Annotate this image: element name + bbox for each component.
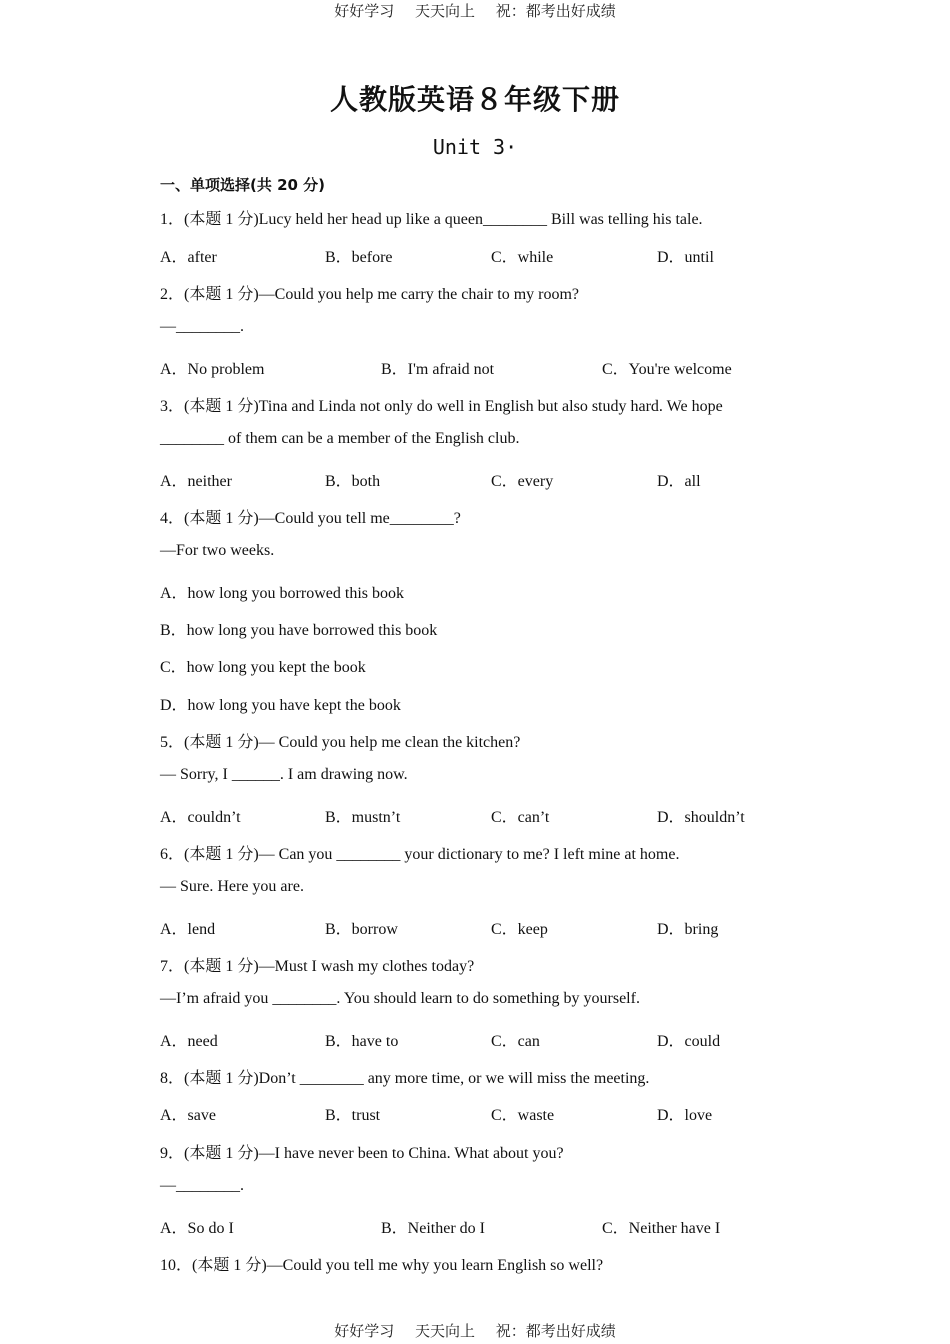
q8-option-a: A．save [160, 1107, 216, 1124]
q7-option-c: C．can [491, 1033, 540, 1050]
q9-option-a: A．So do I [160, 1220, 234, 1237]
footer-middle: 天天向上 [414, 1322, 475, 1340]
q8-option-d: D．love [657, 1107, 713, 1124]
q4-option-d: D．how long you have kept the book [160, 697, 401, 714]
header-right: 祝：都考出好成绩 [495, 2, 616, 20]
document-title: 人教版英语８年级下册 [329, 83, 620, 116]
q3-option-a: A．neither [160, 473, 232, 490]
footer-right: 祝：都考出好成绩 [495, 1322, 616, 1340]
question-2-stem: 2．(本题 1 分)—Could you help me carry the chair to my room? [160, 286, 580, 303]
question-9-stem: 9．(本题 1 分)—I have never been to China. What about you? [160, 1145, 564, 1162]
q5-option-c: C．can’t [491, 809, 550, 826]
q3-option-b: B．both [325, 473, 381, 490]
question-3-stem: 3．(本题 1 分)Tina and Linda not only do well in English but also study hard. We hope [160, 398, 723, 415]
q9-option-c: C．Neither have I [602, 1220, 721, 1237]
question-9-line2: —________. [160, 1177, 244, 1194]
q5-option-b: B．mustn’t [325, 809, 401, 826]
q5-option-a: A．couldn’t [160, 809, 241, 826]
question-5-stem: 5．(本题 1 分)— Could you help me clean the kitchen? [160, 734, 521, 751]
header-left: 好好学习 [334, 2, 395, 20]
q7-option-b: B．have to [325, 1033, 399, 1050]
header-middle: 天天向上 [414, 2, 475, 20]
question-8-stem: 8．(本题 1 分)Don’t ________ any more time, or we will miss the meeting. [160, 1070, 650, 1087]
q1-option-c: C．while [491, 249, 554, 266]
q7-option-d: D．could [657, 1033, 721, 1050]
q3-option-d: D．all [657, 473, 701, 490]
question-3-line2: ________ of them can be a member of the English club. [160, 430, 520, 447]
q1-option-a: A．after [160, 249, 217, 266]
page-header [0, 0, 950, 21]
question-4-stem: 4．(本题 1 分)—Could you tell me________? [160, 510, 461, 527]
question-2-line2: —________. [160, 318, 244, 335]
q1-option-b: B．before [325, 249, 393, 266]
q9-option-b: B．Neither do I [381, 1220, 485, 1237]
footer-left: 好好学习 [334, 1322, 395, 1340]
q3-option-c: C．every [491, 473, 554, 490]
q4-option-b: B．how long you have borrowed this book [160, 622, 438, 639]
q6-option-b: B．borrow [325, 921, 398, 938]
q4-option-a: A．how long you borrowed this book [160, 585, 404, 602]
question-7-stem: 7．(本题 1 分)—Must I wash my clothes today? [160, 958, 475, 975]
question-7-line2: —I’m afraid you ________. You should learn to do something by yourself. [160, 990, 640, 1007]
q6-option-a: A．lend [160, 921, 216, 938]
unit-title: Unit 3· [432, 135, 518, 159]
q5-option-d: D．shouldn’t [657, 809, 745, 826]
q4-option-c: C．how long you kept the book [160, 659, 366, 676]
q7-option-a: A．need [160, 1033, 218, 1050]
question-6-line2: — Sure. Here you are. [160, 878, 304, 895]
question-1-stem: 1．(本题 1 分)Lucy held her head up like a queen________ Bill was telling his tale. [160, 211, 703, 228]
q8-option-b: B．trust [325, 1107, 381, 1124]
q2-option-b: B．I'm afraid not [381, 361, 495, 378]
q6-option-c: C．keep [491, 921, 548, 938]
page-footer [0, 1320, 950, 1341]
section-heading: 一、单项选择(共 20 分) [160, 176, 326, 194]
q2-option-c: C．You're welcome [602, 361, 732, 378]
question-10-stem: 10．(本题 1 分)—Could you tell me why you learn English so well? [160, 1257, 604, 1274]
question-5-line2: — Sorry, I ______. I am drawing now. [160, 766, 408, 783]
q1-option-d: D．until [657, 249, 714, 266]
q6-option-d: D．bring [657, 921, 719, 938]
question-6-stem: 6．(本题 1 分)— Can you ________ your dictionary to me? I left mine at home. [160, 846, 680, 863]
question-4-line2: —For two weeks. [160, 542, 275, 559]
q8-option-c: C．waste [491, 1107, 555, 1124]
q2-option-a: A．No problem [160, 361, 265, 378]
